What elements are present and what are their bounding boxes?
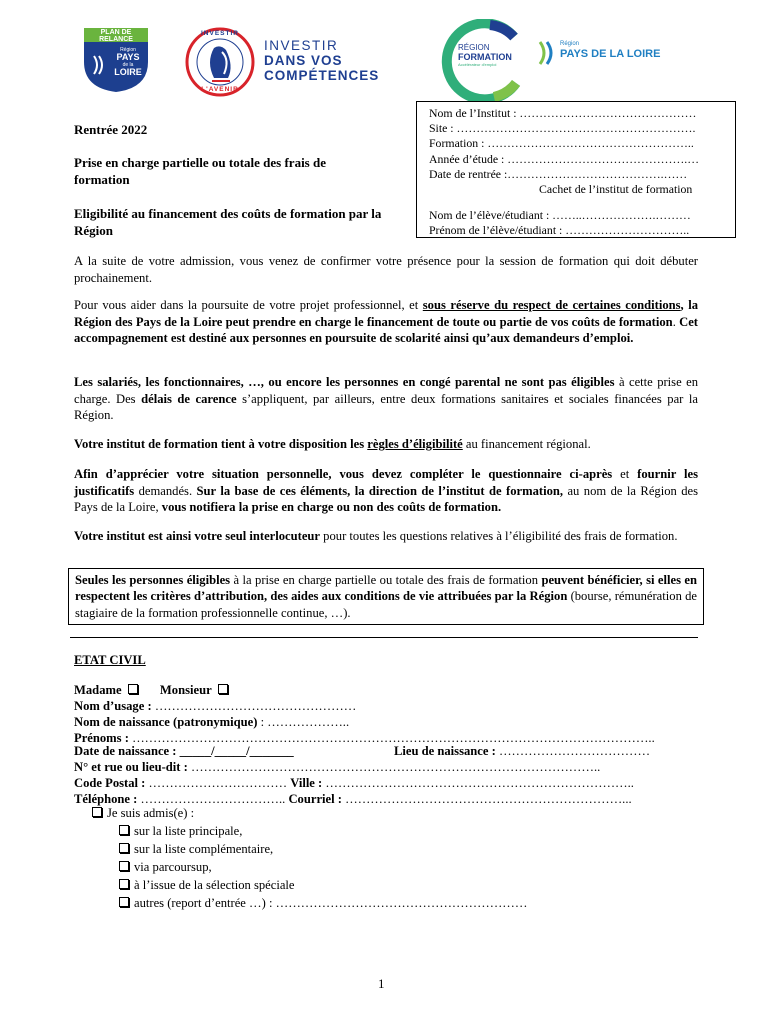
lieu-naissance-row bbox=[394, 743, 650, 759]
institut-info-box bbox=[416, 101, 736, 238]
p3-a: Les salariés, les fonctionnaires, …, ou encore les personnes en congé parental ne sont pas éligibles bbox=[74, 375, 615, 389]
cp-label: Code Postal : bbox=[74, 776, 146, 790]
monsieur-checkbox[interactable] bbox=[218, 684, 228, 694]
admis-row bbox=[92, 805, 194, 821]
investir-line2: DANS VOS bbox=[264, 53, 343, 68]
tel-field[interactable]: …………………………….. bbox=[137, 792, 289, 806]
formation-field[interactable]: Formation : …………………………………………….. bbox=[429, 136, 694, 151]
option-parcoursup-label: via parcoursup, bbox=[134, 860, 212, 874]
seal-top-text: INVESTIR bbox=[201, 30, 239, 37]
madame-label: Madame bbox=[74, 683, 122, 697]
date-rentree-field[interactable]: Date de rentrée :………………………………….…… bbox=[429, 166, 688, 181]
p5-f: au nom de la Région des Pays de la Loire, bbox=[74, 483, 699, 515]
paragraph-questionnaire bbox=[74, 466, 698, 516]
option-principale-label: sur la liste principale, bbox=[134, 824, 243, 838]
option-speciale-label: à l’issue de la sélection spéciale bbox=[134, 878, 295, 892]
p5-e: Sur la base de ces éléments, la direction de l’institut de formation, bbox=[196, 483, 564, 498]
pdl-small1: Région bbox=[120, 47, 136, 53]
investir-line1: INVESTIR bbox=[264, 38, 339, 53]
option-parcoursup-checkbox[interactable] bbox=[119, 861, 129, 871]
rf-line3: Accélérateur d'emploi bbox=[458, 62, 497, 67]
pdl-region-big: PAYS DE LA LOIRE bbox=[560, 48, 661, 60]
plan-relance-line1: PLAN DE bbox=[100, 29, 132, 36]
madame-checkbox[interactable] bbox=[128, 684, 138, 694]
date-naissance-field[interactable]: Date de naissance : _____/_____/_______ bbox=[74, 744, 294, 758]
prenoms-label: Prénoms : bbox=[74, 731, 129, 745]
p3-b: à cette prise en charge. Des bbox=[74, 375, 698, 406]
ville-field[interactable]: ……………………………………………………………….. bbox=[322, 776, 634, 790]
option-principale bbox=[119, 823, 242, 839]
ville-label: Ville : bbox=[290, 776, 323, 790]
nom-naissance-row bbox=[74, 714, 349, 730]
box-a: Seules les personnes éligibles bbox=[75, 573, 231, 587]
investir-line3: COMPÉTENCES bbox=[264, 68, 380, 83]
rf-line2: FORMATION bbox=[458, 52, 512, 62]
option-complementaire-checkbox[interactable] bbox=[119, 843, 129, 853]
p3-d: s’appliquent, par ailleurs, entre deux formations sanitaires et sociales financées par la Région. bbox=[74, 391, 698, 423]
pdl-last: LOIRE bbox=[114, 67, 142, 77]
eligibles-box bbox=[68, 568, 704, 625]
box-b: à la prise en charge partielle ou totale des frais de formation bbox=[230, 573, 542, 587]
nom-usage-label: Nom d’usage : bbox=[74, 699, 152, 713]
option-complementaire-label: sur la liste complémentaire, bbox=[134, 842, 274, 856]
option-speciale-checkbox[interactable] bbox=[119, 879, 129, 889]
paragraph-intro: A la suite de votre admission, vous venez de confirmer votre présence pour la session de formation qui doit débuter prochainement. bbox=[74, 254, 698, 285]
investir-seal-logo bbox=[184, 26, 256, 98]
courriel-field[interactable]: …………………………………………………………... bbox=[341, 792, 632, 806]
p2-c: , la Région des Pays de la Loire peut prendre en charge le financement de toute ou partie de vos coûts de formation bbox=[74, 298, 699, 329]
region-formation-logo bbox=[436, 19, 528, 101]
pdl-region-small: Région bbox=[560, 41, 580, 47]
p2-a: Pour vous aider dans la poursuite de votre projet professionnel, et bbox=[74, 298, 423, 312]
page-title: Prise en charge partielle ou totale des frais de formation bbox=[74, 155, 326, 187]
p5-d: demandés. bbox=[134, 483, 197, 498]
plan-relance-logo bbox=[78, 22, 154, 94]
box-c: peuvent bénéficier, si elles en respectent les critères d’attribution, des aides aux conditions de vie attribuées par la Région bbox=[75, 573, 698, 604]
nom-usage-field[interactable]: ………………………………………… bbox=[151, 699, 357, 713]
box-d: (bourse, rémunération de stagiaire de la formation professionnelle continue, …). bbox=[75, 589, 697, 620]
option-autres-label[interactable]: autres (report d’entrée …) : …………………………………………………… bbox=[134, 896, 528, 910]
eligibilite-heading: Eligibilité au financement des coûts de formation par la Région bbox=[74, 206, 382, 238]
nom-naissance-label: Nom de naissance (patronymique) bbox=[74, 715, 258, 729]
paragraph-regles bbox=[74, 436, 698, 453]
annee-field[interactable]: Année d’étude : ……………………………………….… bbox=[429, 151, 699, 166]
nom-institut-field[interactable]: Nom de l’Institut : ……………………………………… bbox=[429, 106, 697, 120]
option-speciale bbox=[119, 877, 295, 893]
courriel-label: Courriel : bbox=[288, 792, 342, 806]
plan-relance-line2: RELANCE bbox=[99, 36, 133, 43]
nom-eleve-field[interactable]: Nom de l’élève/étudiant : ……..……………….……… bbox=[429, 208, 691, 223]
rue-label: N° et rue ou lieu-dit : bbox=[74, 760, 188, 774]
option-autres bbox=[119, 895, 528, 911]
admis-checkbox[interactable] bbox=[92, 807, 102, 817]
option-parcoursup bbox=[119, 859, 212, 875]
p4-b: règles d’éligibilité bbox=[367, 437, 463, 451]
civilite-row bbox=[74, 682, 233, 698]
investir-competences-logo bbox=[264, 38, 379, 83]
paragraph-aide bbox=[74, 297, 698, 347]
p5-b: et bbox=[612, 467, 638, 481]
p2-e: Cet accompagnement est destiné aux personnes en poursuite de scolarité ainsi qu’aux demandeurs d’emploi. bbox=[74, 314, 699, 346]
rentree-heading: Rentrée 2022 bbox=[74, 122, 148, 137]
p4-c: au financement régional. bbox=[462, 437, 591, 451]
nom-usage-row bbox=[74, 698, 356, 714]
pays-de-la-loire-logo bbox=[536, 38, 666, 68]
option-autres-checkbox[interactable] bbox=[119, 897, 129, 907]
monsieur-label: Monsieur bbox=[159, 683, 212, 697]
pdl-big: PAYS bbox=[116, 52, 140, 62]
option-principale-checkbox[interactable] bbox=[119, 825, 129, 835]
p6-b: pour toutes les questions relatives à l’éligibilité des frais de formation. bbox=[320, 529, 678, 543]
paragraph-interlocuteur bbox=[74, 528, 698, 545]
p2-b: sous réserve du respect de certaines conditions bbox=[422, 298, 681, 312]
site-field[interactable]: Site : ……………………………………………………. bbox=[429, 121, 696, 136]
rue-field[interactable]: …………………………………………………………………………………….. bbox=[187, 760, 601, 774]
p6-a: Votre institut est ainsi votre seul interlocuteur bbox=[74, 529, 321, 543]
option-complementaire bbox=[119, 841, 273, 857]
p4-a: Votre institut de formation tient à votre disposition les bbox=[74, 437, 368, 451]
rue-row bbox=[74, 759, 600, 775]
paragraph-salaries bbox=[74, 374, 698, 424]
lieu-naissance-label: Lieu de naissance : bbox=[394, 744, 496, 758]
tel-label: Téléphone : bbox=[74, 792, 138, 806]
rf-line1: RÉGION bbox=[458, 43, 490, 52]
page-number: 1 bbox=[378, 976, 385, 991]
seal-bottom-text: L'AVENIR bbox=[201, 86, 239, 93]
pdl-small2: de la bbox=[122, 62, 134, 68]
prenom-eleve-field[interactable]: Prénom de l’élève/étudiant : ………………………….. bbox=[429, 223, 690, 238]
separator-line bbox=[70, 637, 698, 638]
nom-naissance-field[interactable]: : ……………….. bbox=[257, 715, 350, 729]
p3-c: délais de carence bbox=[141, 391, 237, 406]
p2-d: . bbox=[672, 314, 680, 329]
p5-c: fournir les justificatifs bbox=[74, 467, 698, 498]
p5-a: Afin d’apprécier votre situation personnelle, vous devez compléter le questionnaire ci-après bbox=[74, 467, 613, 481]
lieu-naissance-field[interactable]: ……………………………… bbox=[495, 744, 651, 758]
cp-field[interactable]: …………………………… bbox=[145, 776, 291, 790]
admis-label: Je suis admis(e) : bbox=[107, 806, 195, 820]
p5-g: vous notifiera la prise en charge ou non des coûts de formation. bbox=[161, 500, 502, 515]
cp-ville-row bbox=[74, 775, 634, 791]
prenoms-field[interactable]: …………………………………………………………………………………………………………….. bbox=[128, 731, 655, 745]
etat-civil-heading: ETAT CIVIL bbox=[74, 653, 146, 667]
cachet-label: Cachet de l’institut de formation bbox=[539, 182, 693, 197]
